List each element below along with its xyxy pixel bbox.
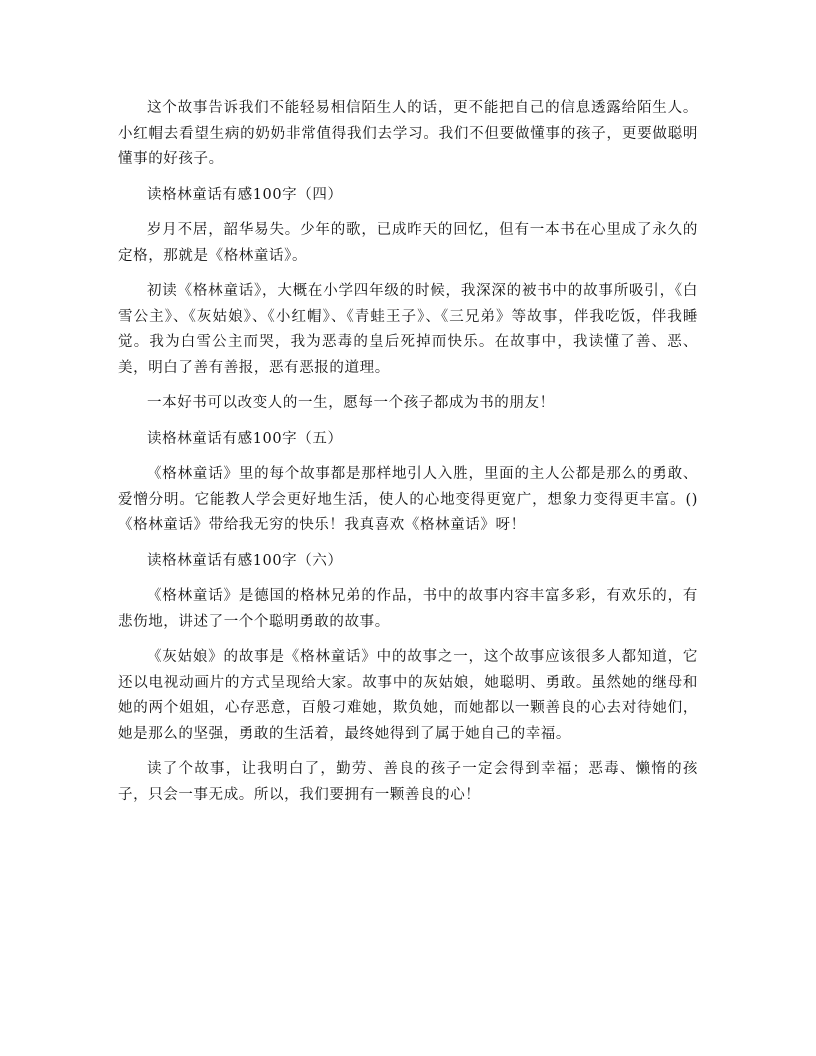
paragraph-6-3: 读了个故事，让我明白了，勤劳、善良的孩子一定会得到幸福；恶毒、懒惰的孩子，只会一事无成。所以，我们要拥有一颗善良的心！ xyxy=(118,761,698,803)
paragraph-intro: 这个故事告诉我们不能轻易相信陌生人的话，更不能把自己的信息透露给陌生人。小红帽去看望生病的奶奶非常值得我们去学习。我们不但要做懂事的孩子，更要做聪明懂事的好孩子。 xyxy=(118,100,698,167)
paragraph-4-1: 岁月不居，韶华易失。少年的歌，已成昨天的回忆，但有一本书在心里成了永久的定格，那就是《格林童话》。 xyxy=(118,222,698,264)
paragraph-6-1: 《格林童话》是德国的格林兄弟的作品，书中的故事内容丰富多彩，有欢乐的，有悲伤地，讲述了一个个聪明勇敢的故事。 xyxy=(118,588,698,630)
section-heading-4: 读格林童话有感100字（四） xyxy=(147,186,343,203)
paragraph-4-2: 初读《格林童话》，大概在小学四年级的时候，我深深的被书中的故事所吸引，《白雪公主》、《灰姑娘》、《小红帽》、《青蛙王子》、《三兄弟》等故事，伴我吃饭，伴我睡觉。我为白雪公主而哭，我为恶毒的皇后死掉而快乐。在故事中，我读懂了善、恶、美，明白了善有善报，恶有恶报的道理。 xyxy=(118,283,698,376)
document-page xyxy=(118,96,698,808)
section-heading-5: 读格林童话有感100字（五） xyxy=(147,430,343,447)
paragraph-4-3: 一本好书可以改变人的一生，愿每一个孩子都成为书的朋友！ xyxy=(147,395,555,411)
paragraph-5-1: 《格林童话》里的每个故事都是那样地引人入胜，里面的主人公都是那么的勇敢、爱憎分明。它能教人学会更好地生活，使人的心地变得更宽广，想象力变得更丰富。()《格林童话》带给我无穷的快乐！我真喜欢《格林童话》呀！ xyxy=(118,466,698,533)
section-heading-6: 读格林童话有感100字（六） xyxy=(147,552,343,569)
paragraph-6-2: 《灰姑娘》的故事是《格林童话》中的故事之一，这个故事应该很多人都知道，它还以电视动画片的方式呈现给大家。故事中的灰姑娘，她聪明、勇敢。虽然她的继母和她的两个姐姐，心存恶意，百般刁难她，欺负她，而她都以一颗善良的心去对待她们，她是那么的坚强，勇敢的生活着，最终她得到了属于她自己的幸福。 xyxy=(118,649,698,742)
